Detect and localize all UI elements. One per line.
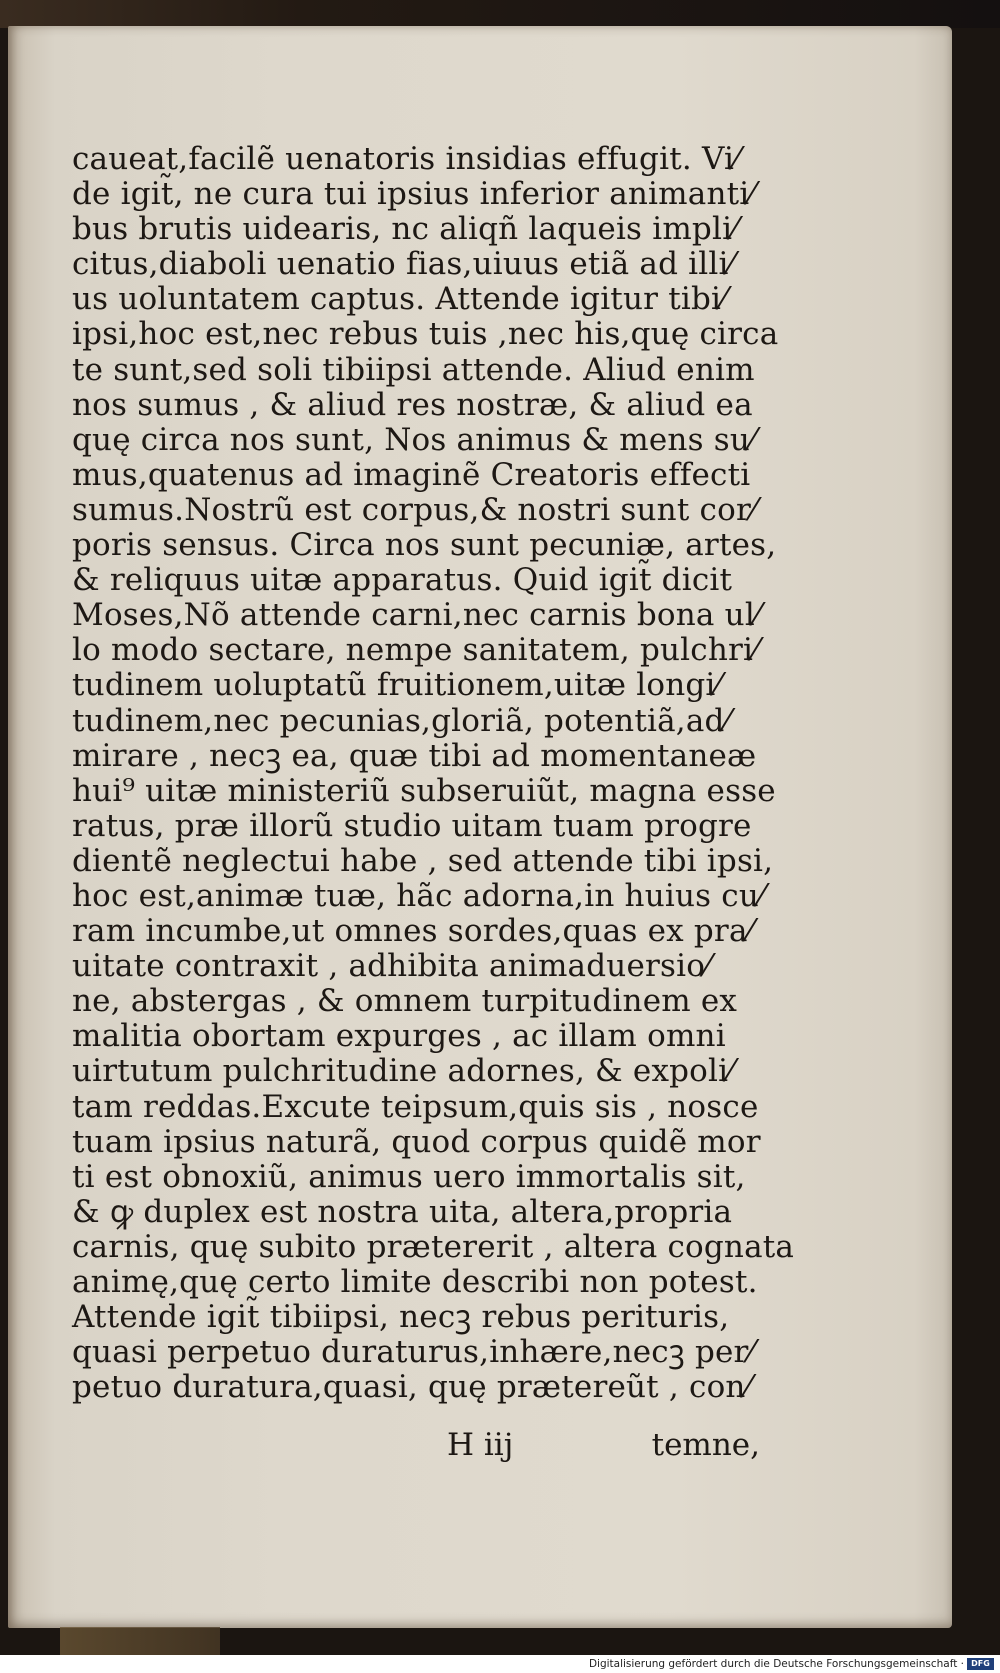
text-line: ti est obnoxiũ, animus uero immortalis sit, (72, 1158, 746, 1195)
text-line: poris sensus. Circa nos sunt pecuniæ, artes, (72, 527, 777, 564)
text-line: Attende igit̃ tibiipsi, necꝫ rebus perituris, (72, 1299, 730, 1336)
scan-top-edge (0, 0, 1000, 28)
text-line: ram incumbe,ut omnes sordes,quas ex pra⁄ (72, 913, 754, 950)
dfg-logo: DFG (967, 1658, 994, 1670)
body-text (72, 141, 795, 1406)
text-line: sumus.Nostrũ est corpus,& nostri sunt cor⁄ (72, 491, 757, 528)
text-line: citus,diaboli uenatio fias,uiuus etiã ad illi⁄ (72, 246, 735, 283)
page-footer (72, 1425, 772, 1465)
text-line: hui⁹ uitæ ministeriũ subseruiũt, magna esse (72, 772, 776, 809)
scan-bottom-strip (60, 1627, 220, 1655)
text-line: ipsi,hoc est,nec rebus tuis ,nec his,quę circa (72, 316, 779, 353)
text-line: quę circa nos sunt, Nos animus & mens su⁄ (72, 421, 756, 458)
text-line: te sunt,sed soli tibiipsi attende. Aliud enim (72, 351, 755, 388)
text-line: dientẽ neglectui habe , sed attende tibi ipsi, (72, 842, 774, 879)
text-line: bus brutis uidearis, nc aliqñ laqueis impli⁄ (72, 211, 738, 248)
text-line: uirtutum pulchritudine adornes, & expoli⁄ (72, 1053, 734, 1090)
text-line: quasi perpetuo duraturus,inhære,necꝫ per⁄ (72, 1334, 754, 1371)
text-line: tudinem uoluptatũ fruitionem,uitæ longi⁄ (72, 667, 721, 704)
text-line: & reliquus uitæ apparatus. Quid igit̃ dicit (72, 562, 733, 599)
text-line: hoc est,animæ tuæ, hãc adorna,in huius cu⁄ (72, 877, 765, 914)
text-line: tam reddas.Excute teipsum,quis sis , nosce (72, 1088, 759, 1125)
text-line: caueat,facilẽ uenatoris insidias effugit. Vi⁄ (72, 141, 740, 177)
text-line: uitate contraxit , adhibita animaduersio⁄ (72, 948, 711, 985)
text-line: & ꝙ duplex est nostra uita, altera,propria (72, 1193, 733, 1230)
text-line: de igit̃, ne cura tui ipsius inferior animanti⁄ (72, 176, 755, 213)
text-line: ratus, præ illorũ studio uitam tuam progre (72, 807, 752, 844)
text-line: tuam ipsius naturã, quod corpus quidẽ mor (72, 1123, 761, 1160)
text-line: carnis, quę subito prætererit , altera cognata (72, 1228, 795, 1265)
text-line: petuo duratura,quasi, quę prætereũt , con⁄ (72, 1369, 751, 1406)
text-line: us uoluntatem captus. Attende igitur tibi⁄ (72, 281, 727, 318)
text-line: animę,quę certo limite describi non potest. (72, 1264, 758, 1300)
text-line: tudinem,nec pecunias,gloriã, potentiã,ad⁄ (72, 702, 730, 739)
funding-credit: Digitalisierung gefördert durch die Deutsche Forschungsgemeinschaft · (588, 1658, 964, 1670)
text-line: ne, abstergas , & omnem turpitudinem ex (72, 983, 738, 1020)
text-line: mus,quatenus ad imaginẽ Creatoris effecti (72, 456, 751, 493)
text-line: lo modo sectare, nempe sanitatem, pulchri⁄ (72, 632, 759, 669)
text-line: nos sumus , & aliud res nostræ, & aliud ea (72, 386, 753, 423)
text-line: malitia obortam expurges , ac illam omni (72, 1018, 726, 1055)
text-line: mirare , necꝫ ea, quæ tibi ad momentaneæ (72, 737, 757, 774)
credit-bar (0, 1655, 1000, 1673)
text-line: Moses,Nõ attende carni,nec carnis bona ul⁄ (72, 597, 761, 634)
signature-mark: H iij (447, 1427, 514, 1463)
book-page (8, 26, 952, 1628)
catchword: temne, (651, 1427, 760, 1463)
